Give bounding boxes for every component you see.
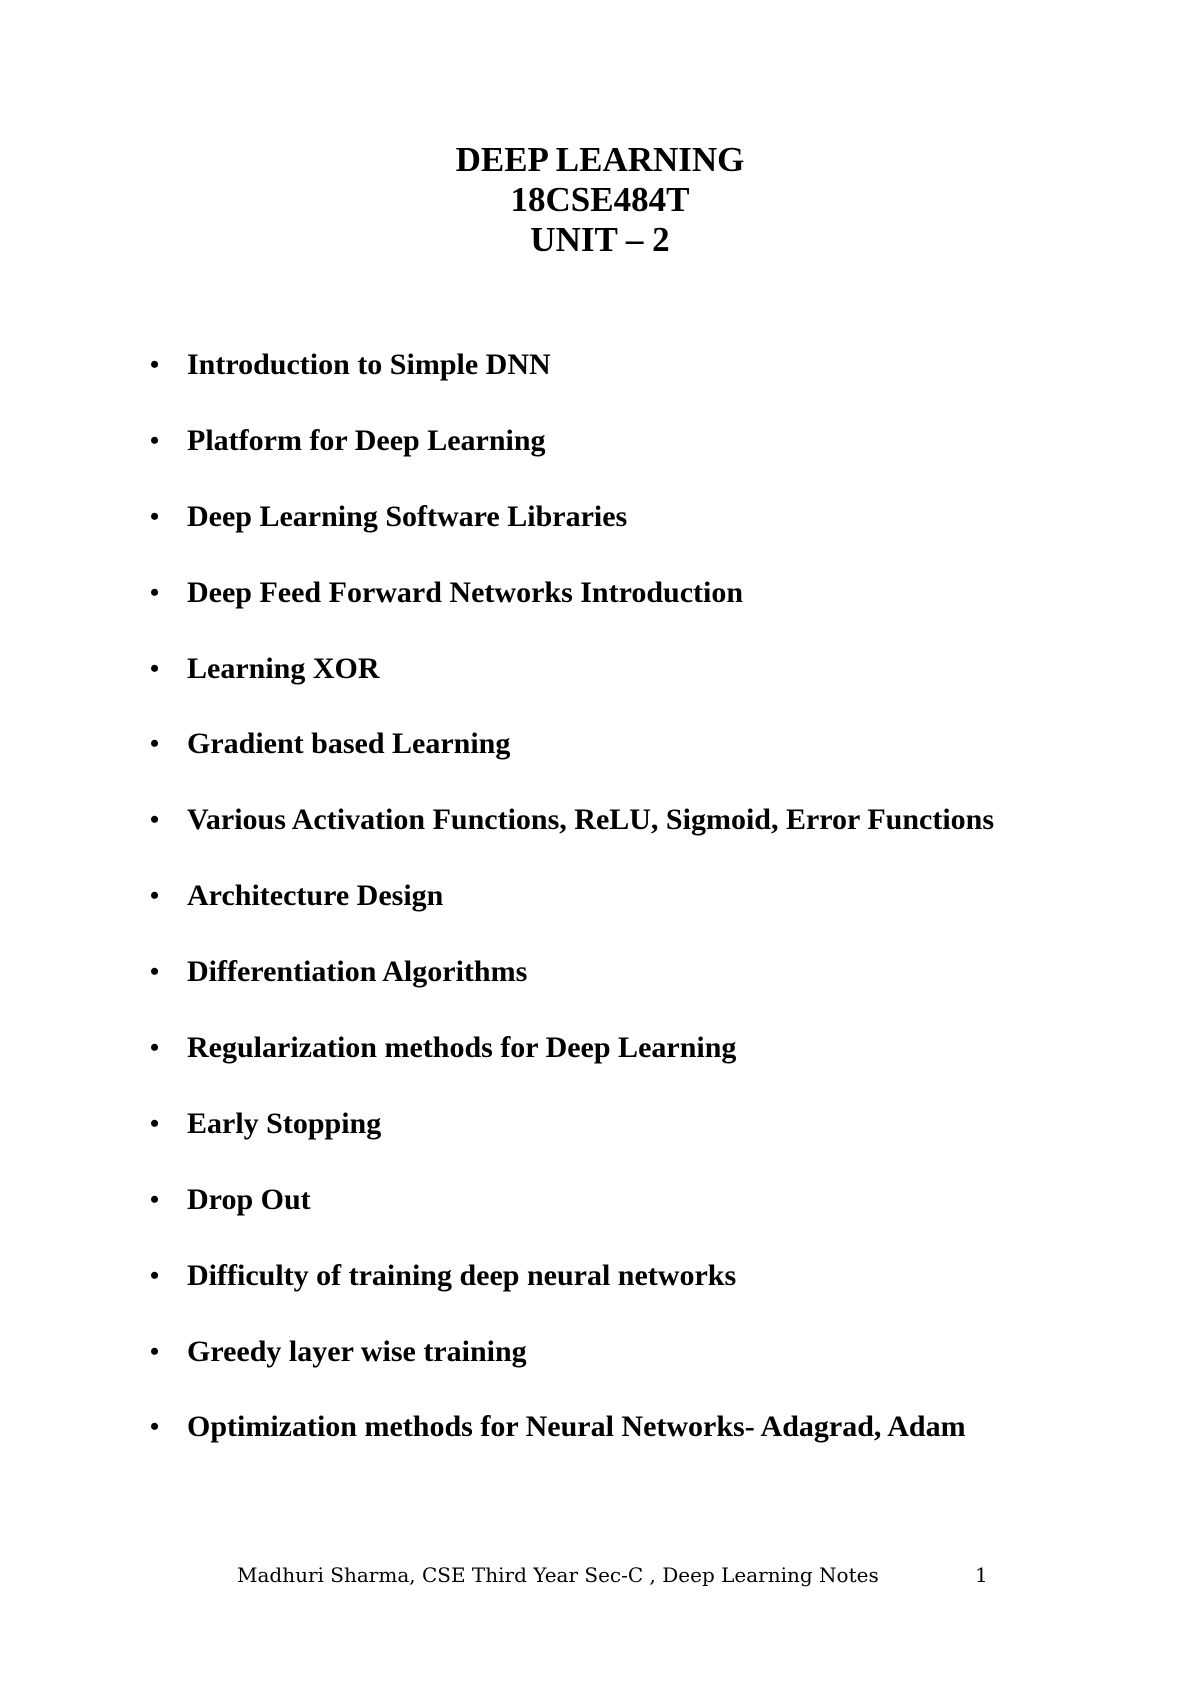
bullet-icon: • xyxy=(150,1336,160,1366)
topic-text: Regularization methods for Deep Learning xyxy=(187,1031,737,1065)
list-item xyxy=(150,423,1110,499)
list-item xyxy=(150,499,1110,575)
list-item xyxy=(150,954,1110,1030)
bullet-icon: • xyxy=(150,1033,160,1063)
topic-text: Differentiation Algorithms xyxy=(187,955,528,989)
course-code: 18CSE484T xyxy=(510,180,690,219)
page-footer: Madhuri Sharma, CSE Third Year Sec-C , Deep Learning Notes xyxy=(237,1563,879,1587)
bullet-icon: • xyxy=(150,501,160,531)
bullet-icon: • xyxy=(150,1108,160,1138)
bullet-icon: • xyxy=(150,425,160,455)
bullet-icon: • xyxy=(150,729,160,759)
topic-text: Early Stopping xyxy=(187,1106,382,1140)
bullet-icon: • xyxy=(150,350,160,379)
bullet-icon: • xyxy=(150,805,160,835)
topic-text: Difficulty of training deep neural networks xyxy=(187,1258,737,1292)
list-item xyxy=(150,802,1110,878)
topic-text: Architecture Design xyxy=(187,879,444,913)
topic-text: Deep Learning Software Libraries xyxy=(187,499,628,533)
list-item xyxy=(150,575,1110,651)
page-number: 1 xyxy=(975,1563,988,1587)
unit-title: UNIT – 2 xyxy=(530,220,670,259)
bullet-icon: • xyxy=(150,1184,160,1214)
topic-text: Platform for Deep Learning xyxy=(187,423,546,457)
topic-text: Optimization methods for Neural Networks- Adagrad, Adam xyxy=(187,1410,966,1444)
bullet-icon: • xyxy=(150,577,160,607)
list-item xyxy=(150,1409,1110,1485)
bullet-icon: • xyxy=(150,1412,160,1442)
bullet-icon: • xyxy=(150,881,160,911)
bullet-icon: • xyxy=(150,653,160,683)
list-item xyxy=(150,1258,1110,1334)
topic-text: Gradient based Learning xyxy=(187,727,511,761)
topic-text: Introduction to Simple DNN xyxy=(187,348,551,381)
bullet-icon: • xyxy=(150,957,160,987)
list-item xyxy=(150,878,1110,954)
bullet-icon: • xyxy=(150,1260,160,1290)
list-item xyxy=(150,1334,1110,1410)
document-title xyxy=(0,140,1200,260)
list-item xyxy=(150,726,1110,802)
list-item xyxy=(150,651,1110,727)
topic-text: Learning XOR xyxy=(187,651,380,685)
topic-text: Drop Out xyxy=(187,1182,311,1216)
topic-text: Deep Feed Forward Networks Introduction xyxy=(187,575,744,609)
list-item xyxy=(150,1030,1110,1106)
topic-list xyxy=(150,347,1110,1485)
topic-text: Various Activation Functions, ReLU, Sigmoid, Error Functions xyxy=(187,803,995,837)
list-item xyxy=(150,1182,1110,1258)
list-item xyxy=(150,347,1110,423)
course-title: DEEP LEARNING xyxy=(455,140,745,179)
list-item xyxy=(150,1106,1110,1182)
topic-text: Greedy layer wise training xyxy=(187,1334,527,1368)
